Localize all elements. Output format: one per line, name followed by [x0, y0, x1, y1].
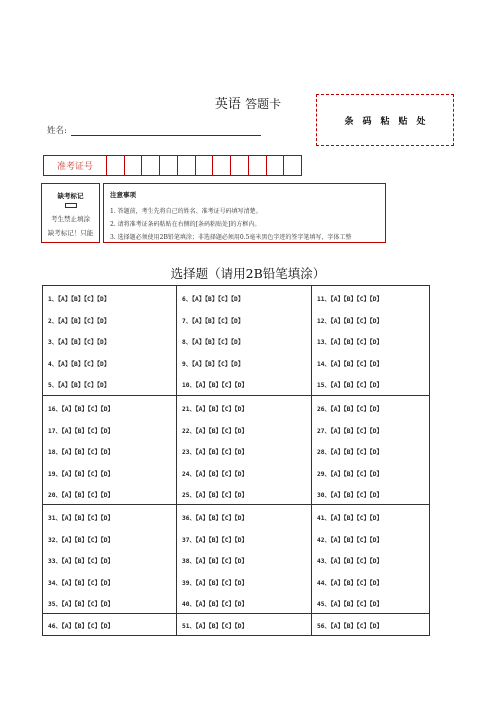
notes-box: [103, 183, 386, 243]
question-column: [177, 505, 312, 613]
question-30[interactable]: 30、【A】【B】【C】【D】: [317, 492, 383, 499]
question-column: [43, 505, 177, 613]
exam-number-label: 准考证号: [44, 156, 107, 175]
question-27[interactable]: 27、【A】【B】【C】【D】: [317, 427, 383, 435]
question-14[interactable]: 14、【A】【B】【C】【D】: [317, 360, 383, 368]
question-column: [177, 614, 312, 635]
question-43[interactable]: 43、【A】【B】【C】【D】: [317, 558, 383, 565]
title-subtitle: 答题卡: [245, 97, 282, 111]
choice-grid: [42, 285, 430, 636]
notes-item: 2. 请将准考证条码粘贴在右侧的[条码粘贴处]的方框内。: [110, 221, 261, 228]
exam-number-cell[interactable]: [125, 156, 143, 175]
missing-mark-checkbox[interactable]: [65, 203, 77, 208]
barcode-label: 条码粘贴处: [344, 116, 435, 127]
question-column: [43, 286, 177, 395]
question-2[interactable]: 2、【A】【B】【C】【D】: [48, 317, 110, 325]
question-group: [43, 505, 429, 614]
question-19[interactable]: 19、【A】【B】【C】【D】: [48, 470, 114, 478]
question-17[interactable]: 17、【A】【B】【C】【D】: [48, 427, 114, 435]
title-subject: 英语: [214, 97, 241, 112]
name-field[interactable]: [47, 124, 261, 136]
question-51[interactable]: 51、【A】【B】【C】【D】: [182, 623, 248, 630]
question-11[interactable]: 11、【A】【B】【C】【D】: [317, 296, 383, 303]
question-22[interactable]: 22、【A】【B】【C】【D】: [182, 427, 248, 435]
question-column: [312, 505, 429, 613]
missing-mark-title: 缺考标记: [57, 192, 84, 200]
question-group: [43, 396, 429, 505]
missing-mark-text-1: 考生禁止填涂: [51, 215, 90, 223]
question-9[interactable]: 9、【A】【B】【C】【D】: [182, 360, 244, 368]
question-column: [43, 396, 177, 504]
question-21[interactable]: 21、【A】【B】【C】【D】: [182, 406, 248, 413]
question-33[interactable]: 33、【A】【B】【C】【D】: [48, 558, 114, 565]
question-31[interactable]: 31、【A】【B】【C】【D】: [48, 515, 114, 522]
missing-mark-box: [41, 183, 100, 243]
exam-number-cell[interactable]: [284, 156, 301, 175]
question-46[interactable]: 46、【A】【B】【C】【D】: [48, 623, 114, 630]
exam-number-cell[interactable]: [107, 156, 125, 175]
question-41[interactable]: 41、【A】【B】【C】【D】: [317, 515, 383, 522]
question-20[interactable]: 20、【A】【B】【C】【D】: [48, 492, 114, 499]
exam-number-cell[interactable]: [249, 156, 267, 175]
question-group: [43, 614, 429, 635]
question-column: [177, 286, 312, 395]
question-column: [312, 286, 429, 395]
question-32[interactable]: 32、【A】【B】【C】【D】: [48, 536, 114, 544]
question-42[interactable]: 42、【A】【B】【C】【D】: [317, 536, 383, 544]
question-39[interactable]: 39、【A】【B】【C】【D】: [182, 579, 248, 587]
question-26[interactable]: 26、【A】【B】【C】【D】: [317, 406, 383, 413]
question-15[interactable]: 15、【A】【B】【C】【D】: [317, 382, 383, 389]
exam-number-cell[interactable]: [142, 156, 160, 175]
question-23[interactable]: 23、【A】【B】【C】【D】: [182, 449, 248, 456]
question-1[interactable]: 1、【A】【B】【C】【D】: [48, 296, 110, 303]
question-13[interactable]: 13、【A】【B】【C】【D】: [317, 339, 383, 346]
question-7[interactable]: 7、【A】【B】【C】【D】: [182, 317, 244, 325]
name-label: 姓名:: [47, 126, 67, 136]
question-38[interactable]: 38、【A】【B】【C】【D】: [182, 558, 248, 565]
question-56[interactable]: 56、【A】【B】【C】【D】: [317, 623, 383, 630]
question-column: [177, 396, 312, 504]
question-4[interactable]: 4、【A】【B】【C】【D】: [48, 360, 110, 368]
question-column: [312, 614, 429, 635]
exam-number-cell[interactable]: [196, 156, 214, 175]
question-29[interactable]: 29、【A】【B】【C】【D】: [317, 470, 383, 478]
question-column: [43, 614, 177, 635]
question-36[interactable]: 36、【A】【B】【C】【D】: [182, 515, 248, 522]
question-44[interactable]: 44、【A】【B】【C】【D】: [317, 579, 383, 587]
name-underline[interactable]: [71, 126, 261, 136]
question-3[interactable]: 3、【A】【B】【C】【D】: [48, 339, 110, 346]
exam-number-cell[interactable]: [231, 156, 249, 175]
missing-mark-text-2: 缺考标记！只能: [47, 229, 94, 237]
notes-title: 注意事项: [110, 191, 136, 199]
question-37[interactable]: 37、【A】【B】【C】【D】: [182, 536, 248, 544]
question-8[interactable]: 8、【A】【B】【C】【D】: [182, 339, 244, 346]
question-16[interactable]: 16、【A】【B】【C】【D】: [48, 406, 114, 413]
question-28[interactable]: 28、【A】【B】【C】【D】: [317, 449, 383, 456]
exam-number-box: [43, 155, 302, 176]
question-34[interactable]: 34、【A】【B】【C】【D】: [48, 579, 114, 587]
question-6[interactable]: 6、【A】【B】【C】【D】: [182, 296, 244, 303]
exam-number-cell[interactable]: [160, 156, 178, 175]
notes-item: 3. 选择题必须使用2B铅笔填涂；非选择题必须用0.5毫米黑色字迹的签字笔填写，字体工整: [110, 234, 352, 241]
barcode-area: [316, 94, 454, 146]
question-18[interactable]: 18、【A】【B】【C】【D】: [48, 449, 114, 456]
question-group: [43, 286, 429, 396]
question-12[interactable]: 12、【A】【B】【C】【D】: [317, 317, 383, 325]
question-column: [312, 396, 429, 504]
question-40[interactable]: 40、【A】【B】【C】【D】: [182, 601, 248, 608]
exam-number-cell[interactable]: [178, 156, 196, 175]
question-45[interactable]: 45、【A】【B】【C】【D】: [317, 601, 383, 608]
question-10[interactable]: 10、【A】【B】【C】【D】: [182, 382, 248, 389]
notes-item: 1. 答题前，考生先将自己的姓名、准考证号码填写清楚。: [110, 208, 262, 215]
question-24[interactable]: 24、【A】【B】【C】【D】: [182, 470, 248, 478]
exam-number-cell[interactable]: [267, 156, 285, 175]
exam-number-cell[interactable]: [213, 156, 231, 175]
question-25[interactable]: 25、【A】【B】【C】【D】: [182, 492, 248, 499]
choice-section-title: 选择题（请用2B铅笔填涂）: [170, 266, 326, 281]
question-35[interactable]: 35、【A】【B】【C】【D】: [48, 601, 114, 608]
question-5[interactable]: 5、【A】【B】【C】【D】: [48, 382, 110, 389]
